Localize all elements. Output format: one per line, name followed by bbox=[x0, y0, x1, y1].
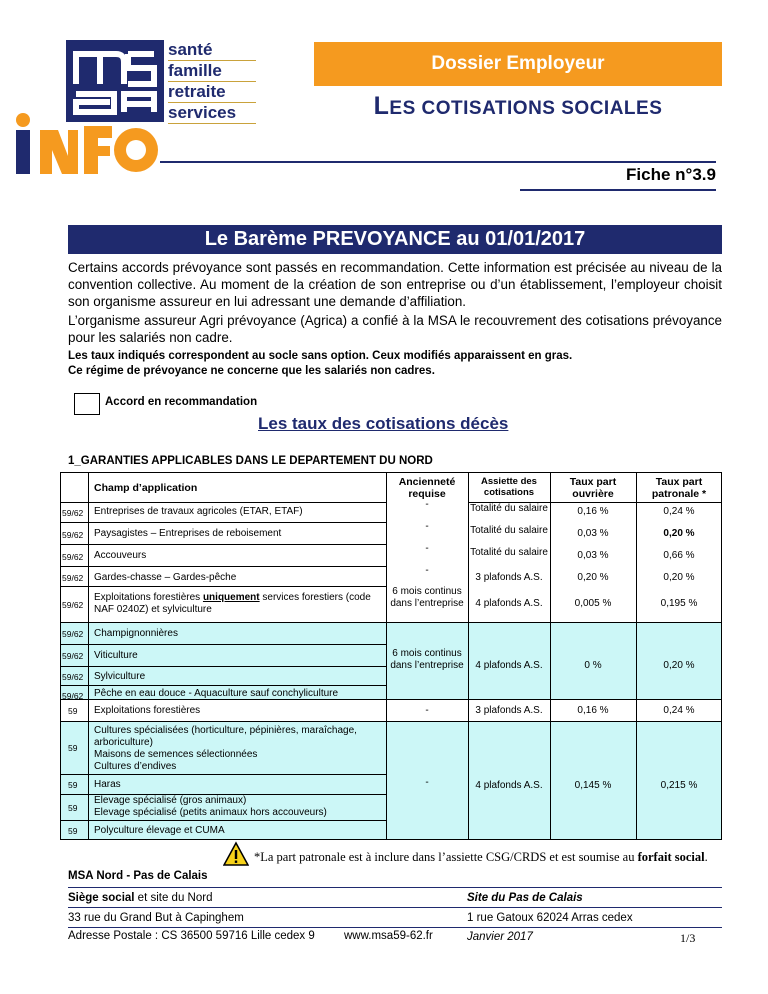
bold-notes bbox=[68, 349, 728, 379]
dept-code: 59 bbox=[68, 826, 78, 836]
anciennete-value: - bbox=[425, 521, 429, 532]
header-patronale: Taux part patronale * bbox=[651, 476, 707, 500]
assiette-value: 3 plafonds A.S. bbox=[475, 572, 543, 583]
footer-divider bbox=[68, 887, 722, 888]
header-assiette: Assiette des cotisations bbox=[481, 476, 537, 498]
dept-code: 59/62 bbox=[62, 651, 84, 661]
taux-ouvriere: 0,005 % bbox=[574, 598, 612, 609]
champ-line: Maisons de semences sélectionnées bbox=[94, 749, 258, 760]
fiche-number: Fiche n°3.9 bbox=[626, 165, 716, 184]
dept-code: 59/62 bbox=[62, 573, 84, 583]
taux-patronale: 0,66 % bbox=[663, 550, 695, 561]
taux-ouvriere: 0,16 % bbox=[577, 705, 609, 716]
champ-label: Paysagistes – Entreprises de reboisement bbox=[94, 528, 282, 539]
champ-label: Gardes-chasse – Gardes-pêche bbox=[94, 572, 237, 583]
champ-label: Pêche en eau douce - Aquaculture sauf conchyliculture bbox=[94, 688, 339, 699]
title-initial: L bbox=[373, 92, 390, 120]
header-divider bbox=[160, 161, 716, 163]
taux-ouvriere: 0,16 % bbox=[577, 506, 609, 517]
siege-rest: et site du Nord bbox=[134, 892, 213, 904]
taux-ouvriere: 0,03 % bbox=[577, 550, 609, 561]
taux-ouvriere: 0,20 % bbox=[577, 572, 609, 583]
champ-text: services forestiers (code NAF 0240Z) et sylviculture bbox=[94, 592, 371, 615]
footer-divider bbox=[68, 927, 722, 928]
taux-patronale: 0,24 % bbox=[663, 705, 695, 716]
champ-label: Polyculture élevage et CUMA bbox=[94, 825, 225, 836]
footer-addr-nord: 33 rue du Grand But à Capinghem bbox=[68, 912, 244, 924]
assiette-value: 4 plafonds A.S. bbox=[475, 598, 543, 609]
header-ouvriere: Taux part ouvrière bbox=[569, 476, 617, 500]
page-title bbox=[314, 92, 722, 121]
footnote-end: . bbox=[704, 850, 708, 864]
taux-ouvriere: 0 % bbox=[584, 660, 602, 671]
champ-line: Elevage spécialisé (petits animaux hors accouveurs) bbox=[94, 807, 327, 818]
taux-ouvriere: 0,03 % bbox=[577, 528, 609, 539]
agrica-paragraph: L’organisme assureur Agri prévoyance (Agrica) a confié à la MSA le recouvrement des cotisations prévoyance pour les salariés non cadre. bbox=[68, 313, 722, 345]
champ-label: Sylviculture bbox=[94, 671, 146, 682]
assiette-value: 4 plafonds A.S. bbox=[475, 780, 543, 791]
dept-code: 59 bbox=[68, 780, 78, 790]
anciennete-value: - bbox=[425, 565, 429, 576]
taux-title: Les taux des cotisations décès bbox=[258, 414, 509, 433]
header-champ: Champ d’application bbox=[94, 482, 198, 494]
footer-divider bbox=[68, 907, 722, 908]
anciennete-value: 6 mois continus dans l’entreprise bbox=[390, 586, 464, 609]
champ-label: Accouveurs bbox=[94, 550, 147, 561]
footer-siege bbox=[68, 892, 212, 904]
assiette-value: 4 plafonds A.S. bbox=[475, 660, 543, 671]
footnote-text: *La part patronale est à inclure dans l’assiette CSG/CRDS et est soumise au bbox=[254, 850, 638, 864]
dept-code: 59/62 bbox=[62, 508, 84, 518]
champ-label: Exploitations forestières bbox=[94, 705, 201, 716]
champ-label: Haras bbox=[94, 779, 121, 790]
legend-swatch bbox=[74, 393, 100, 415]
taux-patronale: 0,215 % bbox=[660, 780, 698, 791]
taux-patronale: 0,20 % bbox=[663, 528, 695, 539]
dept-code: 59/62 bbox=[62, 600, 84, 610]
champ-label: Viticulture bbox=[94, 650, 138, 661]
tagline-line: santé bbox=[168, 40, 256, 61]
dept-code: 59 bbox=[68, 743, 78, 753]
footnote bbox=[254, 850, 708, 865]
dossier-employeur-banner: Dossier Employeur bbox=[314, 42, 722, 86]
page-number: 1/3 bbox=[680, 931, 696, 945]
assiette-value: 3 plafonds A.S. bbox=[475, 705, 543, 716]
dept-code: 59 bbox=[68, 706, 78, 716]
footer-date: Janvier 2017 bbox=[467, 931, 533, 943]
assiette-value: Totalité du salaire bbox=[470, 547, 548, 558]
fiche-divider bbox=[520, 189, 716, 191]
footer-addr-pdc: 1 rue Gatoux 62024 Arras cedex bbox=[467, 912, 633, 924]
dept-code: 59/62 bbox=[62, 672, 84, 682]
anciennete-value: 6 mois continus dans l’entreprise bbox=[390, 648, 464, 671]
taux-patronale: 0,24 % bbox=[663, 506, 695, 517]
taux-patronale: 0,20 % bbox=[663, 572, 695, 583]
dept-code: 59/62 bbox=[62, 691, 84, 701]
champ-line: Cultures d’endives bbox=[94, 761, 177, 772]
logo-tagline bbox=[168, 40, 256, 124]
champ-text: Exploitations forestières bbox=[94, 592, 203, 603]
footer-site-pdc: Site du Pas de Calais bbox=[467, 892, 583, 904]
section-title: Le Barème PREVOYANCE au 01/01/2017 bbox=[68, 225, 722, 254]
champ-label: Champignonnières bbox=[94, 628, 178, 639]
taux-ouvriere: 0,145 % bbox=[574, 780, 612, 791]
champ-line: Cultures spécialisées (horticulture, pépinières, maraîchage, arboriculture) bbox=[94, 725, 357, 748]
cotisations-table bbox=[60, 472, 722, 840]
taux-patronale: 0,20 % bbox=[663, 660, 695, 671]
legend-label: Accord en recommandation bbox=[105, 396, 258, 408]
anciennete-value: - bbox=[425, 705, 429, 716]
info-logo bbox=[12, 112, 162, 180]
champ-label bbox=[94, 795, 384, 819]
note-line: Ce régime de prévoyance ne concerne que les salariés non cadres. bbox=[68, 365, 435, 377]
footnote-emphasis: forfait social bbox=[637, 850, 705, 864]
msa-logo bbox=[66, 40, 164, 122]
tagline-line: services bbox=[168, 103, 256, 124]
tagline-line: famille bbox=[168, 61, 256, 82]
title-rest: ES COTISATIONS SOCIALES bbox=[389, 98, 663, 119]
footer-org: MSA Nord - Pas de Calais bbox=[68, 870, 208, 882]
champ-label bbox=[94, 725, 384, 773]
tagline-line: retraite bbox=[168, 82, 256, 103]
champ-emphasis: uniquement bbox=[202, 592, 260, 603]
assiette-value: Totalité du salaire bbox=[470, 525, 548, 536]
footer-website-link[interactable]: www.msa59-62.fr bbox=[344, 930, 433, 942]
siege-label: Siège social bbox=[68, 892, 135, 904]
footer-postale: Adresse Postale : CS 36500 59716 Lille cedex 9 bbox=[68, 930, 315, 942]
anciennete-value: - bbox=[425, 777, 429, 788]
assiette-value: Totalité du salaire bbox=[470, 503, 548, 514]
garanties-heading: 1_GARANTIES APPLICABLES DANS LE DEPARTEMENT DU NORD bbox=[68, 455, 433, 467]
champ-line: Elevage spécialisé (gros animaux) bbox=[94, 795, 247, 806]
dept-code: 59/62 bbox=[62, 530, 84, 540]
header-anciennete: Ancienneté requise bbox=[398, 476, 456, 500]
intro-paragraph: Certains accords prévoyance sont passés en recommandation. Cette information est précisée au niveau de la convention collective. Au moment de la création de son entreprise ou d’un établissement, l’employeur choisit son organisme assureur en lui adressant une demande d’affiliation. bbox=[68, 260, 722, 309]
dept-code: 59/62 bbox=[62, 552, 84, 562]
dept-code: 59/62 bbox=[62, 629, 84, 639]
taux-patronale: 0,195 % bbox=[660, 598, 698, 609]
champ-label bbox=[94, 592, 384, 616]
anciennete-value: - bbox=[425, 499, 429, 510]
anciennete-value: - bbox=[425, 543, 429, 554]
note-line: Les taux indiqués correspondent au socle sans option. Ceux modifiés apparaissent en gras. bbox=[68, 350, 573, 362]
warning-icon bbox=[223, 841, 249, 867]
champ-label: Entreprises de travaux agricoles (ETAR, ETAF) bbox=[94, 506, 303, 517]
dept-code: 59 bbox=[68, 803, 78, 813]
